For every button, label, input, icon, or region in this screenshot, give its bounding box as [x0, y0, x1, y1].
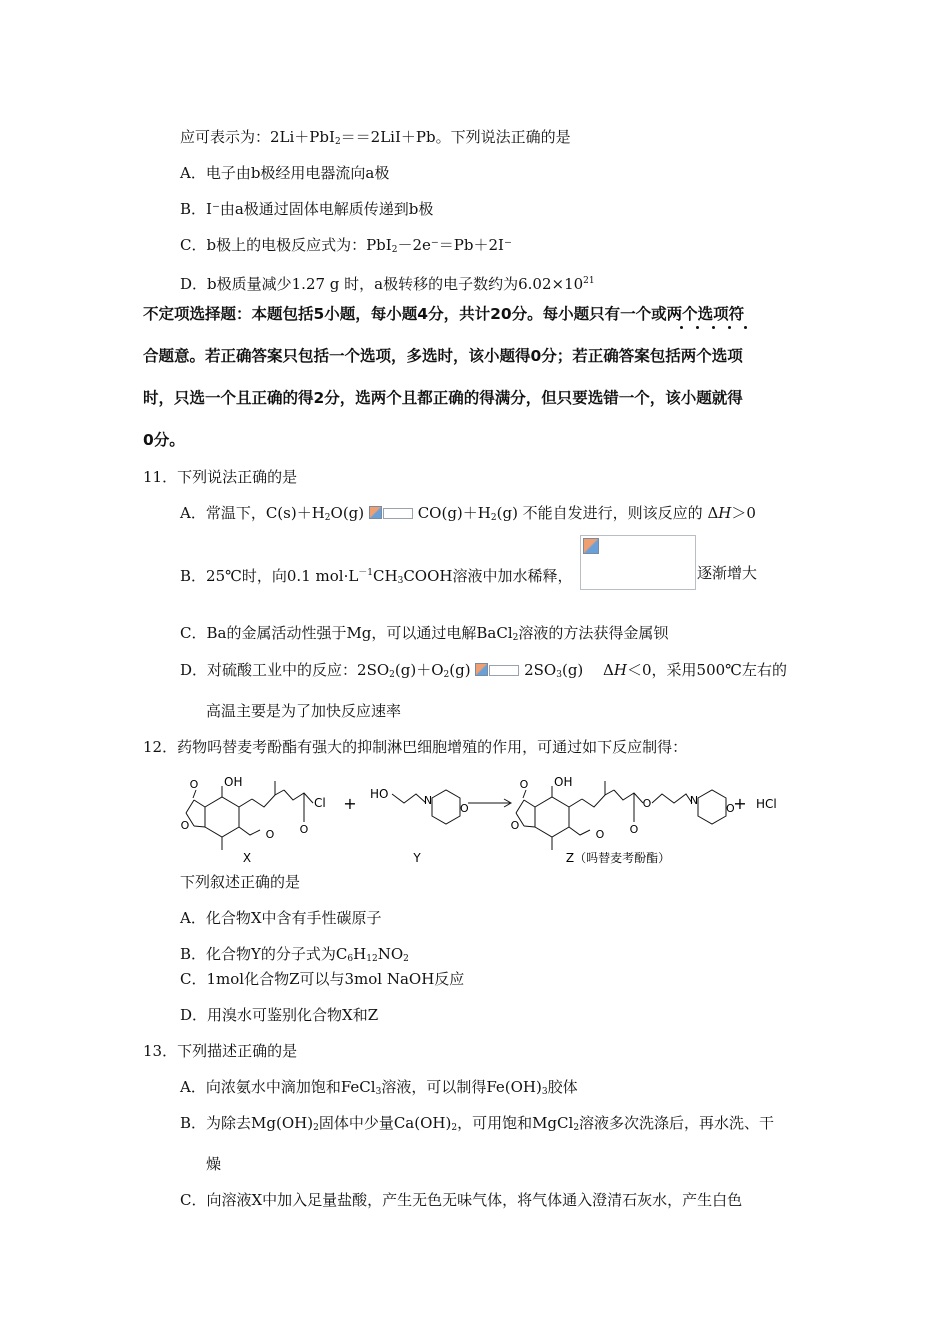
- intro-reaction: 应可表示为：2Li＋PbI$_2$＝＝2LiI＋Pb。下列说法正确的是: [180, 128, 571, 147]
- section-instruction-line3: 时，只选一个且正确的得2分，选两个且都正确的得满分，但只要选错一个，该小题就得: [143, 389, 743, 407]
- oxygen-label: O: [189, 778, 199, 791]
- q12-option-d: D．用溴水可鉴别化合物X和Z: [180, 1006, 379, 1024]
- q11-option-a: A．常温下，$C(s)+H_2O(g)$ $CO(g)+H_2(g)$ 不能自发进行，则该反应的 ΔH＞0: [180, 504, 756, 523]
- oxygen-label: O: [299, 823, 309, 836]
- hydroxyl-label: OH: [224, 776, 243, 789]
- q13-stem: 13．下列描述正确的是: [143, 1042, 298, 1060]
- broken-image-icon: [583, 538, 599, 554]
- section-instruction-line2: 合题意。若正确答案只包括一个选项，多选时，该小题得0分；若正确答案包括两个选项: [143, 347, 743, 365]
- nitrogen-label: N: [689, 794, 699, 807]
- q12-option-a: A．化合物X中含有手性碳原子: [180, 909, 382, 927]
- intro-option-a: A．电子由b极经用电器流向a极: [180, 164, 390, 182]
- q13-option-b: B．为除去$Mg(OH)_2$固体中少量$Ca(OH)_2$，可用饱和MgCl$_2$溶液多次洗涤后，再水洗、干: [180, 1114, 775, 1133]
- q12-lead: 下列叙述正确的是: [180, 873, 301, 891]
- hcl-label: HCl: [756, 797, 777, 811]
- intro-option-c: C．b极上的电极反应式为：PbI$_2$－2e⁻＝Pb＋2I⁻: [180, 236, 512, 255]
- plus-sign: +: [343, 794, 357, 813]
- q13-option-c: C．向溶液X中加入足量盐酸，产生无色无味气体，将气体通入澄清石灰水，产生白色: [180, 1191, 743, 1209]
- q11-stem: 11．下列说法正确的是: [143, 468, 298, 486]
- oxygen-label: O: [265, 828, 275, 841]
- formula-image-placeholder: [580, 535, 696, 590]
- q11-option-b: B．25℃时，向0.1 $mol\cdot L^{-1}CH_3COOH$溶液中加水稀释，: [180, 567, 573, 586]
- compound-z-label: Z（吗替麦考酚酯）: [565, 851, 671, 865]
- q11-option-b-end: 逐渐增大: [697, 564, 758, 582]
- oxygen-label: O: [510, 819, 520, 832]
- broken-image-icon: [475, 663, 519, 676]
- q11-option-d: D．对硫酸工业中的反应：$2SO_2(g)+O_2(g)$ $2SO_3(g)$ ΔH＜0，采用500℃左右的: [180, 661, 787, 680]
- intro-option-d: D．b极质量减少1.27 g 时，a极转移的电子数约为$6.02\times 10^{21}$: [180, 275, 595, 293]
- reaction-scheme: [170, 776, 790, 876]
- emphasis-dot: [696, 326, 699, 329]
- nitrogen-label: N: [423, 794, 433, 807]
- q12-option-b: B．化合物Y的分子式为$C_6H_{12}NO_2$: [180, 945, 409, 964]
- section-instruction-line4: 0分。: [143, 431, 185, 449]
- chlorine-label: Cl: [314, 796, 326, 810]
- oxygen-label: O: [460, 802, 469, 815]
- emphasis-dot: [712, 326, 715, 329]
- oxygen-label: O: [642, 797, 652, 810]
- oxygen-label: O: [519, 778, 529, 791]
- intro-option-b: B．I⁻由a极通过固体电解质传递到b极: [180, 200, 434, 218]
- compound-x-label: X: [242, 851, 252, 865]
- hydroxyl-label: OH: [554, 776, 573, 789]
- q12-stem: 12．药物吗替麦考酚酯有强大的抑制淋巴细胞增殖的作用，可通过如下反应制得：: [143, 738, 688, 756]
- oxygen-label: O: [595, 828, 605, 841]
- q11-option-c: C．Ba的金属活动性强于Mg，可以通过电解BaCl$_2$溶液的方法获得金属钡: [180, 624, 669, 643]
- emphasis-dot: [680, 326, 683, 329]
- oxygen-label: O: [726, 802, 735, 815]
- q12-option-c: C．1mol化合物Z可以与3mol NaOH反应: [180, 970, 465, 988]
- oxygen-label: O: [180, 819, 190, 832]
- oxygen-label: O: [629, 823, 639, 836]
- hydroxyl-label: HO: [370, 787, 389, 801]
- emphasis-dot: [728, 326, 731, 329]
- q13-option-a: A．向浓氨水中滴加饱和FeCl$_3$溶液，可以制得$Fe(OH)_3$胶体: [180, 1078, 578, 1097]
- q13-option-b-line2: 燥: [206, 1155, 222, 1173]
- compound-y-label: Y: [413, 851, 421, 865]
- broken-image-icon: [369, 506, 413, 519]
- section-instruction-line1: 不定项选择题：本题包括5小题，每小题4分，共计20分。每小题只有一个或两个选项符: [143, 305, 745, 323]
- q11-option-d-line2: 高温主要是为了加快反应速率: [206, 702, 402, 720]
- emphasis-dot: [744, 326, 747, 329]
- plus-sign: +: [733, 794, 747, 813]
